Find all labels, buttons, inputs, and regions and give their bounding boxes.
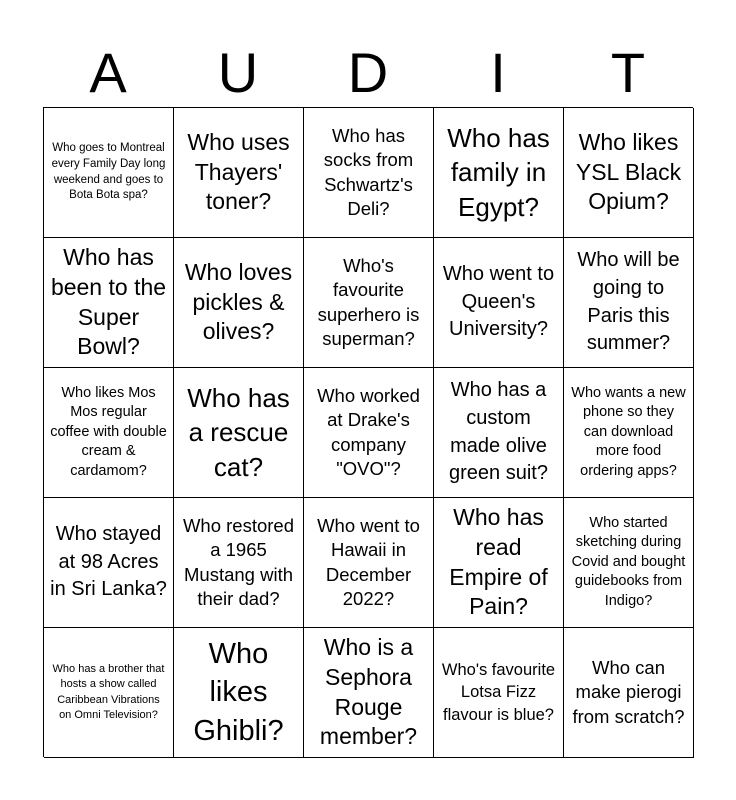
cell-text: Who's favourite Lotsa Fizz flavour is blue? [441,661,556,724]
bingo-cell-r1-c5[interactable] [564,108,694,238]
cell-text: Who has family in Egypt? [447,123,550,222]
cell-text: Who worked at Drake's company "OVO"? [317,385,420,479]
title-letter-4: I [490,41,506,104]
bingo-title [43,40,693,106]
bingo-cell-r1-c3[interactable] [304,108,434,238]
cell-text: Who has read Empire of Pain? [449,503,548,620]
cell-text: Who goes to Montreal every Family Day long weekend and goes to Bota Bota spa? [51,142,166,202]
cell-text: Who's favourite superhero is superman? [317,255,420,349]
bingo-cell-r4-c2[interactable] [174,498,304,628]
cell-text: Who has socks from Schwartz's Deli? [323,125,414,219]
cell-text: Who stayed at 98 Acres in Sri Lanka? [50,523,167,601]
cell-text: Who is a Sephora Rouge member? [319,633,418,750]
bingo-cell-r1-c4[interactable] [434,108,564,238]
bingo-cell-r2-c4[interactable] [434,238,564,368]
cell-text: Who went to Queen's University? [442,263,555,341]
bingo-cell-r5-c1[interactable] [44,628,174,758]
cell-text: Who has been to the Super Bowl? [50,243,167,360]
title-letter-1: A [89,41,127,104]
bingo-cell-r4-c1[interactable] [44,498,174,628]
cell-text: Who can make pierogi from scratch? [572,657,685,727]
cell-text: Who restored a 1965 Mustang with their dad? [182,515,295,609]
cell-text: Who has a brother that hosts a show called Caribbean Vibrations on Omni Television? [52,662,165,721]
bingo-cell-r3-c4[interactable] [434,368,564,498]
bingo-cell-r3-c1[interactable] [44,368,174,498]
bingo-cell-r1-c1[interactable] [44,108,174,238]
bingo-cell-r5-c2[interactable] [174,628,304,758]
cell-text: Who likes Ghibli? [193,638,284,747]
cell-text: Who uses Thayers' toner? [187,128,290,215]
bingo-cell-r4-c4[interactable] [434,498,564,628]
bingo-cell-r5-c5[interactable] [564,628,694,758]
cell-text: Who likes Mos Mos regular coffee with double cream & cardamom? [50,384,167,479]
bingo-cell-r5-c4[interactable] [434,628,564,758]
cell-text: Who started sketching during Covid and bought guidebooks from Indigo? [571,514,686,609]
cell-text: Who has a custom made olive green suit? [449,379,548,485]
title-letter-3: D [347,41,389,104]
cell-text: Who has a rescue cat? [187,383,290,482]
bingo-cell-r3-c3[interactable] [304,368,434,498]
cell-text: Who likes YSL Black Opium? [575,128,682,215]
bingo-cell-r2-c5[interactable] [564,238,694,368]
title-letter-5: T [610,41,646,104]
bingo-cell-r3-c2[interactable] [174,368,304,498]
bingo-cell-r4-c5[interactable] [564,498,694,628]
bingo-cell-r2-c2[interactable] [174,238,304,368]
title-letter-2: U [217,41,259,104]
bingo-board [43,107,693,757]
cell-text: Who will be going to Paris this summer? [577,249,680,355]
bingo-cell-r4-c3[interactable] [304,498,434,628]
cell-text: Who loves pickles & olives? [184,258,293,345]
bingo-cell-r2-c3[interactable] [304,238,434,368]
bingo-cell-r3-c5[interactable] [564,368,694,498]
bingo-cell-r5-c3[interactable] [304,628,434,758]
cell-text: Who wants a new phone so they can download more food ordering apps? [571,384,686,479]
bingo-cell-r1-c2[interactable] [174,108,304,238]
cell-text: Who went to Hawaii in December 2022? [317,515,420,609]
bingo-cell-r2-c1[interactable] [44,238,174,368]
